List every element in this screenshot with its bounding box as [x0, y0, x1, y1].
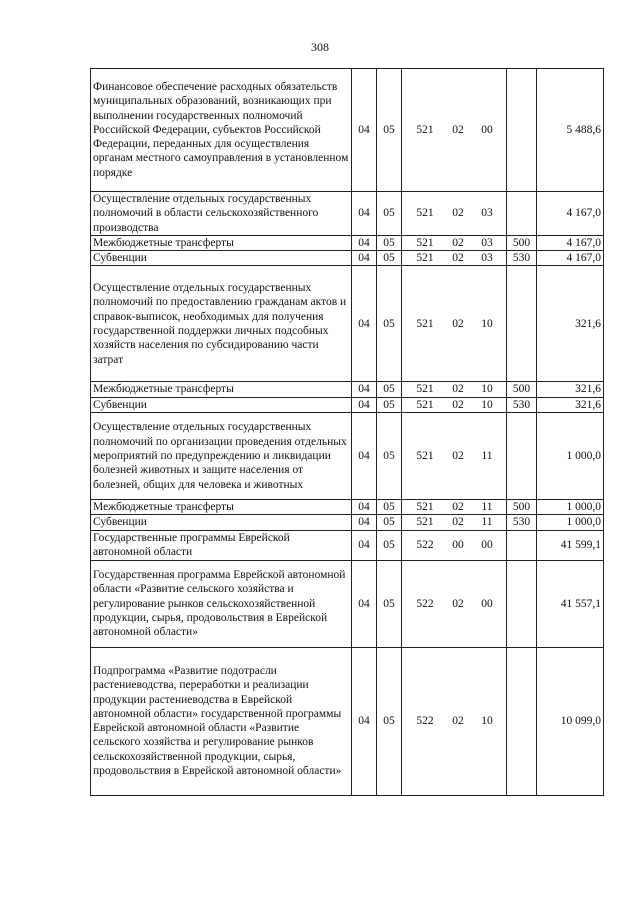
expense-type-code [507, 530, 537, 560]
expense-type-code [507, 647, 537, 795]
target-article-part: 521 [416, 207, 434, 220]
table-row [91, 530, 604, 560]
section-code: 04 [352, 69, 377, 192]
subsection-code: 05 [377, 413, 402, 500]
target-article-part: 02 [452, 252, 464, 265]
section-code: 04 [352, 397, 377, 412]
target-article-part: 521 [416, 252, 434, 265]
target-article-code [402, 500, 507, 515]
target-article-part: 521 [416, 383, 434, 396]
table-row [91, 560, 604, 647]
target-article-part: 521 [416, 123, 434, 136]
budget-table [90, 68, 604, 796]
table-row [91, 69, 604, 192]
item-name: Межбюджетные трансферты [91, 382, 352, 397]
target-article-part: 02 [452, 123, 464, 136]
subsection-code: 05 [377, 251, 402, 266]
target-article-code [402, 266, 507, 382]
section-code: 04 [352, 266, 377, 382]
target-article-part: 02 [452, 501, 464, 514]
section-code: 04 [352, 382, 377, 397]
target-article-part: 10 [481, 317, 493, 330]
target-article-code [402, 530, 507, 560]
section-code: 04 [352, 515, 377, 530]
target-article-code [402, 235, 507, 250]
item-name: Субвенции [91, 397, 352, 412]
target-article-part: 11 [481, 449, 493, 462]
section-code: 04 [352, 530, 377, 560]
table-row [91, 413, 604, 500]
amount-cell: 10 099,0 [537, 647, 604, 795]
subsection-code: 05 [377, 69, 402, 192]
target-article-code [402, 69, 507, 192]
amount-cell: 4 167,0 [537, 235, 604, 250]
target-article-code [402, 397, 507, 412]
amount-cell: 41 599,1 [537, 530, 604, 560]
target-article-part: 522 [416, 715, 434, 728]
subsection-code: 05 [377, 382, 402, 397]
target-article-part: 521 [416, 236, 434, 249]
subsection-code: 05 [377, 560, 402, 647]
subsection-code: 05 [377, 235, 402, 250]
target-article-part: 00 [481, 123, 493, 136]
target-article-part: 522 [416, 539, 434, 552]
amount-cell: 321,6 [537, 266, 604, 382]
section-code: 04 [352, 251, 377, 266]
table-row [91, 192, 604, 236]
target-article-part: 10 [481, 398, 493, 411]
amount-cell: 1 000,0 [537, 500, 604, 515]
item-name: Межбюджетные трансферты [91, 500, 352, 515]
target-article-code [402, 515, 507, 530]
amount-cell: 41 557,1 [537, 560, 604, 647]
expense-type-code [507, 192, 537, 236]
section-code: 04 [352, 500, 377, 515]
item-name: Осуществление отдельных государственных полномочий по предоставлению гражданам актов и справок-выписок, необходимых для получения государственной поддержки личных подсобных хозяйств населения по субсидированию части затрат [91, 266, 352, 382]
target-article-code [402, 413, 507, 500]
target-article-part: 11 [481, 516, 493, 529]
expense-type-code: 530 [507, 515, 537, 530]
amount-cell: 321,6 [537, 397, 604, 412]
item-name: Межбюджетные трансферты [91, 235, 352, 250]
expense-type-code: 530 [507, 397, 537, 412]
target-article-part: 522 [416, 597, 434, 610]
target-article-part: 02 [452, 597, 464, 610]
item-name: Государственные программы Еврейской автономной области [91, 530, 352, 560]
subsection-code: 05 [377, 266, 402, 382]
item-name: Государственная программа Еврейской автономной области «Развитие сельского хозяйства и регулирование рынков сельскохозяйственной продукции, сырья, продовольствия в Еврейской автономной области» [91, 560, 352, 647]
target-article-part: 02 [452, 317, 464, 330]
amount-cell: 321,6 [537, 382, 604, 397]
target-article-part: 521 [416, 317, 434, 330]
subsection-code: 05 [377, 500, 402, 515]
target-article-code [402, 192, 507, 236]
target-article-part: 00 [481, 539, 493, 552]
expense-type-code [507, 413, 537, 500]
table-row [91, 251, 604, 266]
amount-cell: 1 000,0 [537, 515, 604, 530]
target-article-part: 03 [481, 252, 493, 265]
section-code: 04 [352, 192, 377, 236]
table-row [91, 515, 604, 530]
amount-cell: 4 167,0 [537, 251, 604, 266]
section-code: 04 [352, 413, 377, 500]
amount-cell: 1 000,0 [537, 413, 604, 500]
item-name: Субвенции [91, 251, 352, 266]
target-article-part: 02 [452, 236, 464, 249]
target-article-part: 02 [452, 207, 464, 220]
target-article-part: 03 [481, 207, 493, 220]
target-article-part: 03 [481, 236, 493, 249]
table-row [91, 266, 604, 382]
table-row [91, 235, 604, 250]
subsection-code: 05 [377, 515, 402, 530]
amount-cell: 4 167,0 [537, 192, 604, 236]
expense-type-code [507, 266, 537, 382]
table-row [91, 382, 604, 397]
expense-type-code: 530 [507, 251, 537, 266]
section-code: 04 [352, 647, 377, 795]
target-article-part: 00 [452, 539, 464, 552]
target-article-code [402, 560, 507, 647]
target-article-part: 02 [452, 449, 464, 462]
item-name: Подпрограмма «Развитие подотрасли растениеводства, переработки и реализации продукции растениеводства в Еврейской автономной области» государственной программы Еврейской автономной области «Развитие сельского хозяйства и регулирование рынков сельскохозяйственной продукции, сырья, продовольствия в Еврейской автономной области» [91, 647, 352, 795]
target-article-part: 521 [416, 398, 434, 411]
table-row [91, 647, 604, 795]
amount-cell: 5 488,6 [537, 69, 604, 192]
target-article-code [402, 382, 507, 397]
target-article-part: 521 [416, 449, 434, 462]
section-code: 04 [352, 560, 377, 647]
table-row [91, 500, 604, 515]
expense-type-code [507, 560, 537, 647]
item-name: Финансовое обеспечение расходных обязательств муниципальных образований, возникающих при выполнении государственных полномочий Российской Федерации, субъектов Российской Федерации, переданных для осуществления органам местного самоуправления в установленном порядке [91, 69, 352, 192]
item-name: Осуществление отдельных государственных полномочий в области сельскохозяйственного производства [91, 192, 352, 236]
subsection-code: 05 [377, 647, 402, 795]
section-code: 04 [352, 235, 377, 250]
item-name: Осуществление отдельных государственных полномочий по организации проведения отдельных мероприятий по предупреждению и ликвидации болезней животных и защите населения от болезней, общих для человека и животных [91, 413, 352, 500]
target-article-part: 02 [452, 398, 464, 411]
target-article-part: 02 [452, 516, 464, 529]
target-article-part: 521 [416, 501, 434, 514]
target-article-part: 02 [452, 383, 464, 396]
subsection-code: 05 [377, 397, 402, 412]
expense-type-code: 500 [507, 500, 537, 515]
target-article-part: 00 [481, 597, 493, 610]
page-number: 308 [311, 40, 329, 54]
target-article-part: 521 [416, 516, 434, 529]
expense-type-code [507, 69, 537, 192]
item-name: Субвенции [91, 515, 352, 530]
subsection-code: 05 [377, 530, 402, 560]
subsection-code: 05 [377, 192, 402, 236]
table-row [91, 397, 604, 412]
expense-type-code: 500 [507, 382, 537, 397]
target-article-code [402, 647, 507, 795]
target-article-code [402, 251, 507, 266]
target-article-part: 10 [481, 383, 493, 396]
expense-type-code: 500 [507, 235, 537, 250]
target-article-part: 02 [452, 715, 464, 728]
target-article-part: 10 [481, 715, 493, 728]
target-article-part: 11 [481, 501, 493, 514]
